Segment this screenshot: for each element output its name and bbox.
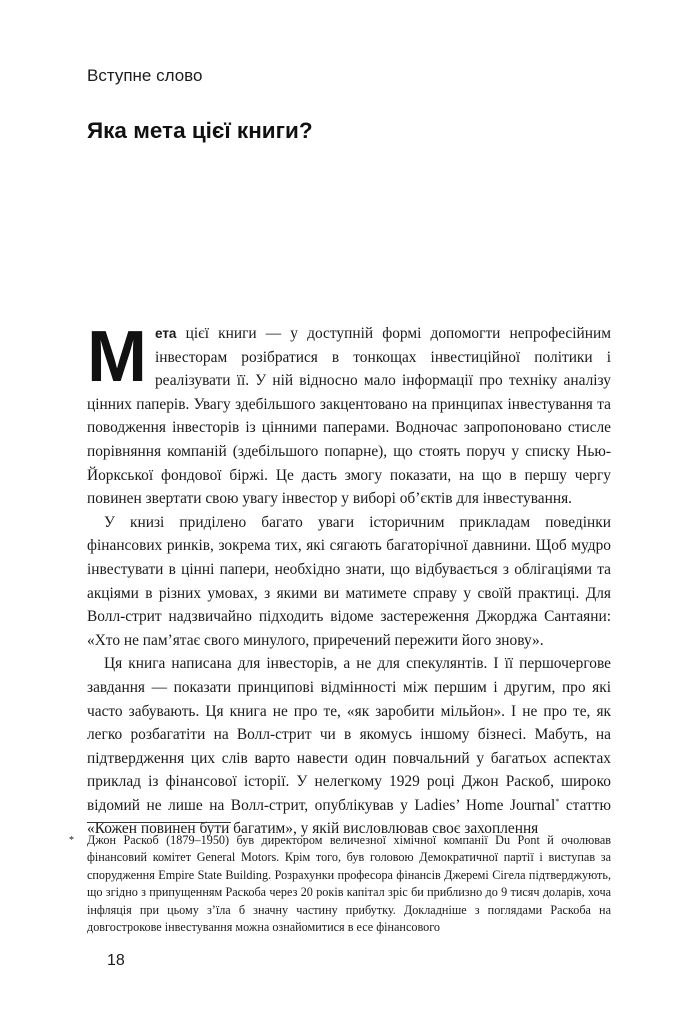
paragraph-1: [87, 317, 611, 511]
section-label: Вступне слово: [87, 66, 203, 85]
lead-word: ета: [154, 326, 177, 341]
paragraph-3-text-end: статтю «Кожен повинен бути багатим», у якій висловлював своє захоплення: [87, 796, 611, 838]
footnote-symbol: *: [69, 835, 74, 846]
paragraph-3-text: Ця книга написана для інвесторів, а не для спекулянтів. І її першочергове завдання — показати принципові відмінності між першим і другим, про які часто забувають. Ця книга не про те, «як заробити мільйон». І не про те, як легко розбагатіти на Волл-стрит чи в якомусь іншому бізнесі. Мабуть, на підтвердження цих слів варто навести один повчальний у багатьох аспектах приклад із фінансової історії. У нелегкому 1929 році Джон Раскоб, широко відомий не лише на Волл-стрит, опублікував у Ladies’ Home Journal: [87, 655, 611, 814]
footnote-reference[interactable]: *: [555, 796, 560, 806]
page-number: 18: [107, 952, 125, 969]
paragraph-1-text: цієї книги — у доступній формі допомогти непрофесійним інвесторам розібратися в тонкощах інвестиційної політики і реалізувати її. У ній відносно мало інформації про техніку аналізу цінних паперів. Увагу здебільшого закцентовано на принципах інвестування та поводження інвесторів із цінними паперами. Водночас запропоновано стисле порівняння компаній (здебільшого попарне), що стоять поруч у списку Нью-Йоркської фондової біржі. Це дасть змогу показати, на що в першу чергу повинен звертати свою увагу інвестор у виборі об’єктів для інвестування.: [87, 325, 611, 508]
paragraph-3: [87, 652, 611, 841]
footnote-text: Джон Раскоб (1879–1950) був директором величезної хімічної компанії Du Pont й очолював фінансовий комітет General Motors. Крім того, був головою Демократичної партії і виступав за спорудження Empire State Building. Розрахунки професора фінансів Джеремі Сігела підтверджують, що згідно з припущенням Раскоба через 20 років капітал зріс би приблизно до 9 тисяч доларів, хоча інфляція при цьому з’їла б значну частину прибутку. Докладніше з поглядами Раскоба на довгострокове інвестування можна ознайомитися в есе фінансового: [87, 833, 611, 935]
footnote-divider: [87, 822, 231, 823]
body-text: [87, 317, 611, 841]
footnote: [69, 832, 611, 936]
chapter-title: Яка мета цієї книги?: [87, 118, 313, 143]
paragraph-2: У книзі приділено багато уваги історичним прикладам поведінки фінансових ринків, зокрема тих, які сягають багаторічної давнини. Щоб мудро інвестувати в цінні папери, необхідно знати, що відбувається з облігаціями та акціями в різних умовах, з якими ви матимете справу у своїй практиці. Для Волл-стрит надзвичайно підходить відоме застереження Джорджа Сантаяни: «Хто не пам’ятає свого минулого, приречений пережити його знову».: [87, 513, 611, 649]
drop-cap: М: [87, 317, 147, 397]
